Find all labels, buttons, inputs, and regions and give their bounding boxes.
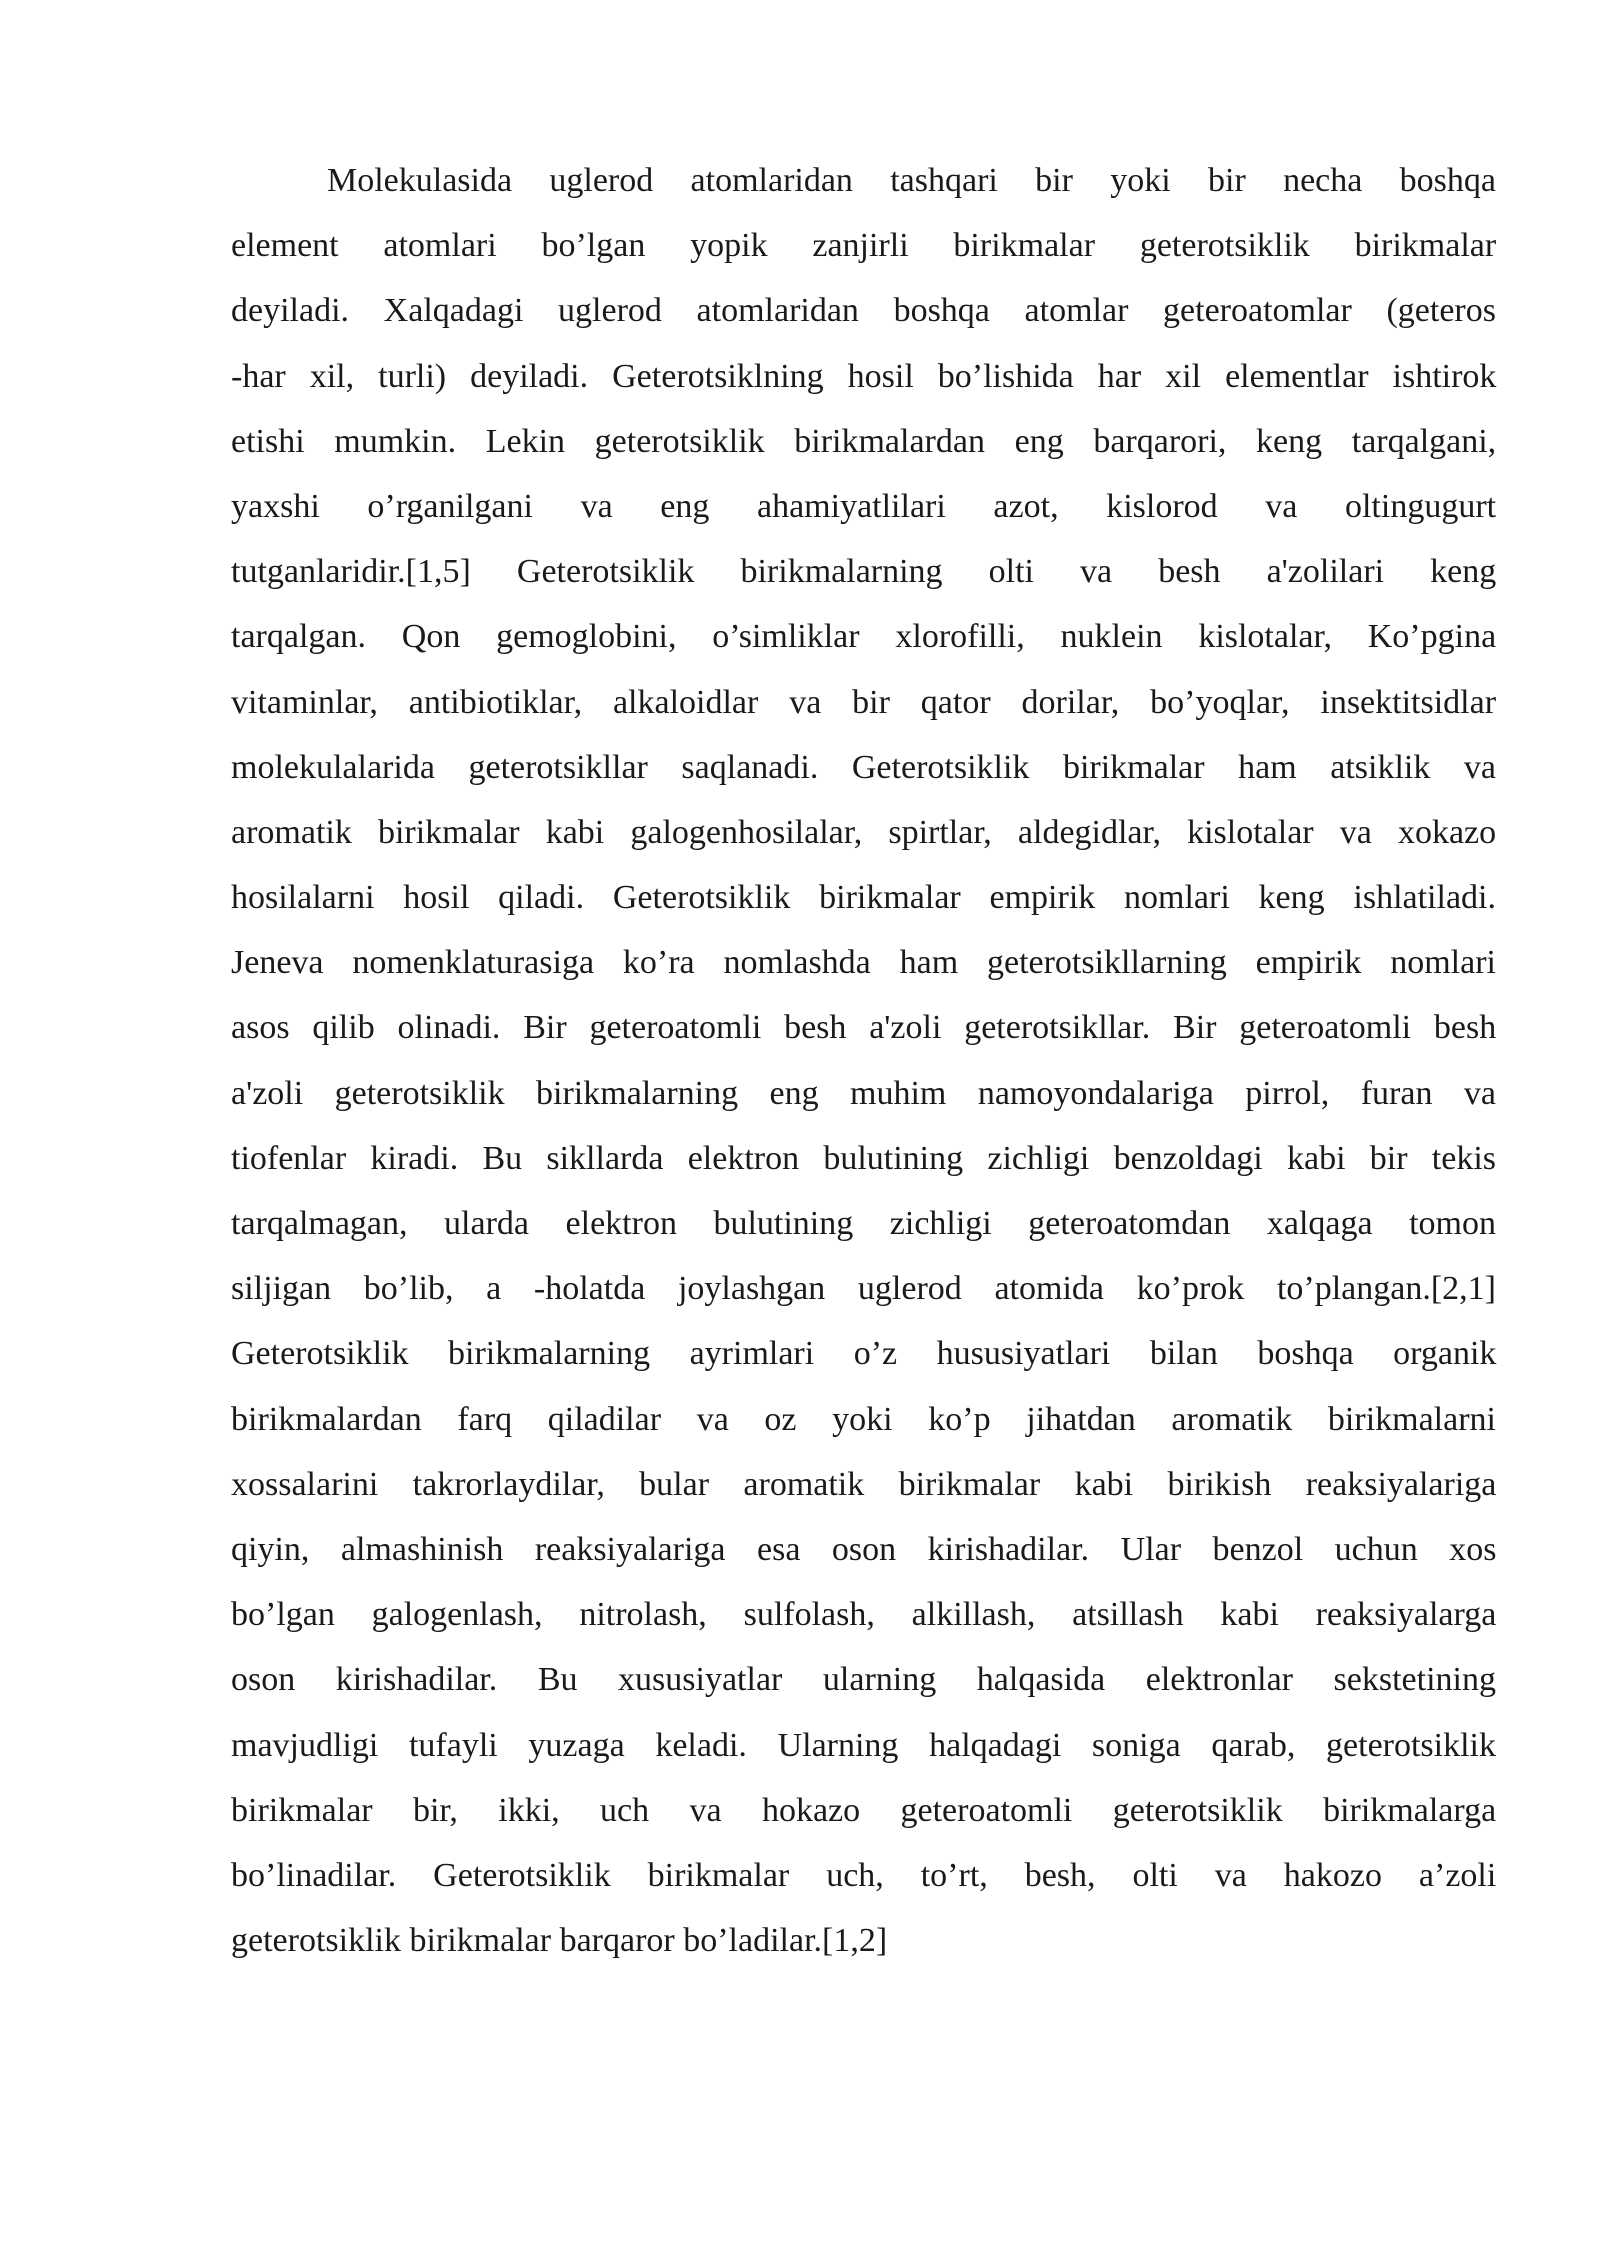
text-line: birikmalardan farq qiladilar va oz yoki ko’p jihatdan aromatik birikmalarni — [231, 1400, 1496, 1438]
text-line: bo’linadilar. Geterotsiklik birikmalar uch, to’rt, besh, olti va hakozo a’zoli — [231, 1856, 1497, 1894]
text-line: molekulalarida geterotsikllar saqlanadi. Geterotsiklik birikmalar ham atsiklik va — [231, 748, 1496, 786]
text-line: asos qilib olinadi. Bir geteroatomli besh a'zoli geterotsikllar. Bir geteroatomli besh — [231, 1009, 1497, 1047]
text-line: a'zoli geterotsiklik birikmalarning eng muhim namoyondalariga pirrol, furan va — [231, 1074, 1496, 1112]
text-line: Jeneva nomenklaturasiga ko’ra nomlashda ham geterotsikllarning empirik nomlari — [231, 944, 1496, 982]
text-line: bo’lgan galogenlash, nitrolash, sulfolash, alkillash, atsillash kabi reaksiyalarga — [231, 1596, 1497, 1634]
text-line: tarqalmagan, ularda elektron bulutining zichligi geteroatomdan xalqaga tomon — [231, 1205, 1496, 1242]
text-line: Geterotsiklik birikmalarning ayrimlari o’z hususiyatlari bilan boshqa organik — [231, 1335, 1497, 1373]
text-line: hosilalarni hosil qiladi. Geterotsiklik birikmalar empirik nomlari keng ishlatiladi. — [231, 879, 1496, 917]
text-line: geterotsiklik birikmalar barqaror bo’ladilar.[1,2] — [231, 1922, 888, 1960]
text-line: siljigan bo’lib, a -holatda joylashgan uglerod atomida ko’prok to’plangan.[2,1] — [231, 1270, 1496, 1308]
text-line: tiofenlar kiradi. Bu sikllarda elektron bulutining zichligi benzoldagi kabi bir tekis — [231, 1139, 1496, 1177]
text-line: qiyin, almashinish reaksiyalariga esa oson kirishadilar. Ular benzol uchun xos — [231, 1530, 1497, 1568]
body-paragraph — [231, 148, 1496, 1973]
text-line: aromatik birikmalar kabi galogenhosilalar, spirtlar, aldegidlar, kislotalar va xokazo — [231, 813, 1497, 851]
text-line: element atomlari bo’lgan yopik zanjirli birikmalar geterotsiklik birikmalar — [231, 227, 1497, 265]
text-line: deyiladi. Xalqadagi uglerod atomlaridan boshqa atomlar geteroatomlar (geteros — [231, 292, 1496, 330]
text-line: yaxshi o’rganilgani va eng ahamiyatlilari azot, kislorod va oltingugurt — [231, 487, 1497, 525]
text-line: tarqalgan. Qon gemoglobini, o’simliklar xlorofilli, nuklein kislotalar, Ko’pgina — [231, 618, 1497, 656]
text-line: etishi mumkin. Lekin geterotsiklik birikmalardan eng barqarori, keng tarqalgani, — [231, 422, 1497, 460]
text-line: xossalarini takrorlaydilar, bular aromatik birikmalar kabi birikish reaksiyalariga — [231, 1465, 1497, 1503]
text-line: -har xil, turli) deyiladi. Geterotsiklning hosil bo’lishida har xil elementlar ishtirok — [231, 357, 1497, 395]
text-line: birikmalar bir, ikki, uch va hokazo geteroatomli geterotsiklik birikmalarga — [231, 1791, 1497, 1829]
text-line: Molekulasida uglerod atomlaridan tashqari bir yoki bir necha boshqa — [327, 162, 1496, 199]
text-line: oson kirishadilar. Bu xususiyatlar ularning halqasida elektronlar sekstetining — [231, 1661, 1496, 1699]
text-line: tutganlaridir.[1,5] Geterotsiklik birikmalarning olti va besh a'zolilari keng — [231, 553, 1497, 591]
text-line: mavjudligi tufayli yuzaga keladi. Ularning halqadagi soniga qarab, geterotsiklik — [231, 1726, 1496, 1764]
text-line: vitaminlar, antibiotiklar, alkaloidlar va bir qator dorilar, bo’yoqlar, insektitsidlar — [231, 683, 1497, 721]
